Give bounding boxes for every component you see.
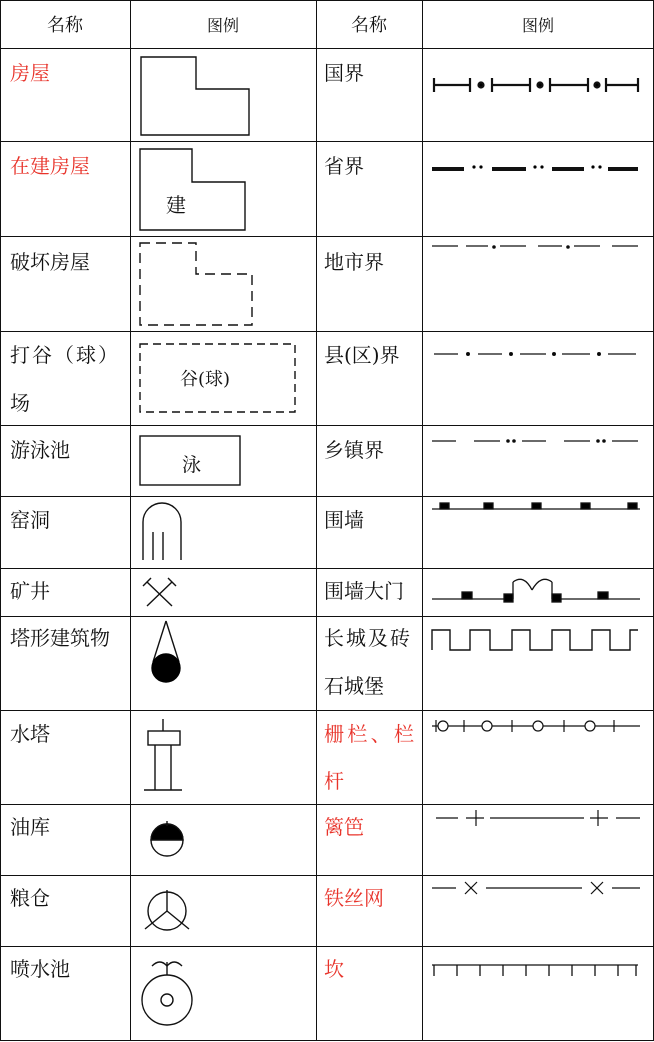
granary-symbol: [145, 890, 189, 930]
oil-depot-symbol: [151, 821, 183, 856]
label-threshing-ground-line1: 打谷（球）: [10, 343, 118, 367]
label-great-wall-line2: 石城堡: [324, 674, 384, 698]
threshing-ground-text: 谷(球): [180, 369, 231, 390]
label-great-wall-line1: 长城及砖: [324, 626, 410, 650]
label-county-boundary: 县(区)界: [324, 343, 400, 367]
provincial-boundary-symbol: [432, 165, 638, 169]
label-swimming-pool: 游泳池: [10, 438, 70, 462]
label-provincial-boundary: 省界: [324, 154, 364, 178]
label-township-boundary: 乡镇界: [324, 438, 384, 462]
damaged-house-symbol: [140, 243, 252, 325]
wall-gate-symbol: [432, 579, 640, 602]
hedge-fence-symbol: [436, 810, 640, 826]
swimming-pool-symbol: [140, 436, 240, 485]
township-boundary-symbol: [432, 440, 638, 442]
swimming-pool-char: 泳: [182, 454, 202, 476]
label-water-tower: 水塔: [10, 722, 50, 746]
label-house: 房屋: [10, 61, 50, 85]
label-embankment: 坎: [324, 957, 344, 981]
header-name-right: 名称: [351, 15, 387, 36]
label-building-under-construction: 在建房屋: [10, 154, 90, 178]
prefecture-boundary-symbol: [432, 246, 638, 248]
label-fence-railing-line2: 杆: [324, 769, 344, 793]
label-national-boundary: 国界: [324, 61, 364, 85]
label-mine-shaft: 矿井: [10, 579, 50, 603]
header-name-left: 名称: [47, 15, 83, 36]
fountain-symbol: [142, 962, 192, 1025]
fence-railing-symbol: [432, 720, 640, 732]
label-prefecture-boundary: 地市界: [324, 250, 384, 274]
threshing-ground-symbol: [140, 344, 295, 412]
county-boundary-symbol: [434, 353, 636, 356]
label-tower-building: 塔形建筑物: [10, 626, 110, 650]
national-boundary-symbol: [434, 78, 638, 92]
tower-building-symbol: [152, 621, 180, 682]
water-tower-symbol: [144, 719, 182, 790]
label-wall-gate: 围墙大门: [324, 579, 404, 603]
mine-shaft-symbol: [143, 578, 176, 606]
label-hedge-fence: 篱笆: [324, 815, 364, 839]
building-under-construction-symbol: [140, 149, 245, 230]
label-barbed-wire: 铁丝网: [324, 886, 384, 910]
embankment-symbol: [432, 965, 638, 976]
label-damaged-house: 破坏房屋: [10, 250, 90, 274]
label-threshing-ground-line2: 场: [10, 391, 30, 415]
header-legend-left: 图例: [206, 16, 240, 35]
label-granary: 粮仓: [10, 886, 50, 910]
enclosure-wall-symbol: [432, 503, 640, 509]
label-enclosure-wall: 围墙: [324, 508, 364, 532]
label-oil-depot: 油库: [10, 815, 50, 839]
house-symbol: [141, 57, 249, 135]
row-labels: [10, 61, 414, 981]
barbed-wire-symbol: [432, 882, 640, 894]
cave-dwelling-symbol: [143, 503, 181, 560]
label-fence-railing-line1: 栅栏、栏: [324, 722, 414, 746]
header-legend-right: 图例: [521, 16, 555, 35]
label-fountain: 喷水池: [10, 957, 70, 981]
table-header: [47, 15, 554, 36]
label-cave-dwelling: 窑洞: [10, 508, 50, 532]
construction-char: 建: [166, 193, 186, 217]
great-wall-symbol: [432, 630, 638, 650]
